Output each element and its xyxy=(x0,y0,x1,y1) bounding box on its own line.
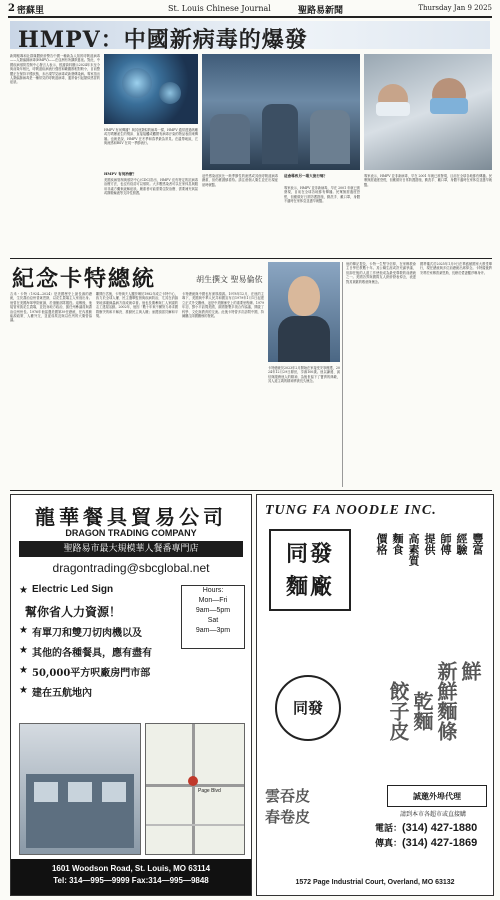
section-name: 密蘇里 xyxy=(17,6,45,16)
bullet-star-icon: ★ xyxy=(19,625,28,636)
ads-divider xyxy=(10,490,492,491)
noodle-vtext-6: 麵食 xyxy=(391,533,404,555)
bullet-star-icon: ★ xyxy=(19,645,28,656)
carter-column-rule xyxy=(342,262,343,487)
carter-byline: 胡生撰文 聖易倫依 xyxy=(196,275,263,284)
product-2: 新鮮麵條 xyxy=(434,661,458,741)
product-3: 乾麵 xyxy=(410,691,434,731)
noodle-vtext-3: 師傅 xyxy=(439,533,452,555)
bullet-star-icon: ★ xyxy=(19,585,28,596)
dragon-address: 1601 Woodson Road, St. Louis, MO 63114 xyxy=(51,864,211,873)
hmpv-column-4: 這些感染症狀比一般季節性的流感或其他呼吸道病毒嚴重，但仍應謹慎看待。請注意個人衛生並在出現症狀時就醫。 xyxy=(202,174,278,187)
carter-column-3: 卡特總統與中國也有深厚淵源。1978年12月，在他的主導下，美國與中華人民共和國宣布自1979年1月1日起建立正式外交關係，這是中美關係史上的重要里程碑。1979年初，鄧小平訪問美國，兩國簽署多項合作協議，開啟了科學、文化與教育的交流。此後卡特曾多次訪問中國，持續關注兩國關係的發展。 xyxy=(182,292,264,319)
noodle-welcome-2: 請到本市各超市或直接購 xyxy=(399,811,466,818)
logo-text-2: 同發 xyxy=(292,699,323,717)
page-header xyxy=(8,3,492,15)
header-rule xyxy=(8,16,492,18)
dragon-item-1: Electric Led Sign xyxy=(32,584,114,595)
issue-date: Thursday Jan 9 2025 xyxy=(418,4,492,12)
noodle-logo-square xyxy=(269,529,351,611)
dragon-item-3: 有單刀和雙刀切肉機以及 xyxy=(32,628,142,639)
noodle-logo-round xyxy=(275,675,341,741)
noodle-fax-label: 傳真： xyxy=(375,839,403,849)
paper-name-cn: 聖路易新聞 xyxy=(298,6,344,16)
dragon-address-bar xyxy=(11,859,251,895)
hmpv-column-2: HMPV 有何傳播？與其他類似的病毒一樣，HMPV 通常透過咳嗽或打噴嚏產生的飛沫、直接接觸或觸摸有病毒汙染的物品表面來傳播。也就是說，HMPV 在冬季和春季最為常見。在溫帶地區，它與流感和RSV 在同一季節流行。 xyxy=(104,128,198,146)
dragon-email[interactable]: dragontrading@sbcglobal.net xyxy=(52,561,210,575)
dragon-title-en: DRAGON TRADING COMPANY xyxy=(65,528,197,538)
map-road-label: Page Blvd xyxy=(198,788,221,794)
product-5: 雲吞皮 xyxy=(265,787,311,805)
dragon-hours-box xyxy=(181,585,245,649)
bullet-star-icon: ★ xyxy=(19,685,28,696)
hmpv-column-1: 新聞報導和社群媒體紛紛警告中國一種新為人知的呼吸道病毒——人類偏肺病毒(HMPV)——在亞洲有所擴散蔓延。對此，中國疾病預防控制中心發言人表示，根據資料顯示2024年末至今與前幾年相比，呼吸道疾病流行強度和範圍都相對較小，目前整體正在保持平穩狀態，未出現罕見病毒或新發傳染病。專家指出人類偏肺病毒是一種常見的呼吸道病毒，通常會引起類似感冒的症狀。 xyxy=(10,54,100,85)
dragon-item-6: 建在五航地內 xyxy=(32,688,92,699)
headline-hmpv-text: HMPV：中國新病毒的爆發 xyxy=(18,27,308,53)
noodle-phone[interactable]: (314) 427-1880 xyxy=(402,822,478,834)
headline-carter: 紀念卡特總統 xyxy=(12,266,157,292)
noodle-vtext-5: 高素質 xyxy=(407,533,420,566)
dragon-title-cn: 龍華餐具貿易公司 xyxy=(35,505,227,529)
article-divider xyxy=(10,258,492,259)
product-4: 餃子皮 xyxy=(386,681,410,741)
noodle-phone-row xyxy=(375,821,489,834)
dragon-store-photo xyxy=(19,723,141,855)
noodle-phone-label: 電話： xyxy=(375,824,403,834)
noodle-vtext-4: 提供 xyxy=(423,533,436,555)
noodle-vtext-7: 價格 xyxy=(375,533,388,555)
product-6: 春卷皮 xyxy=(265,808,311,826)
carter-column-1: 吉米・卡特（1924—2024）是美國歷史上最長壽的總統，生於喬治亞州普萊恩斯，以花生農場主人家庭出身。他曾在美國海軍學院就讀，於潛艇部隊服役。返鄉後，他接管家族花生農場，並投身地方政治，擔任州參議員與喬治亞州州長。1976年他當選美國第39任總統，任內推動能源政策、人權外交，並促成埃及與以色列的大衛營協議。 xyxy=(10,292,92,323)
ad-dragon-trading xyxy=(10,494,252,896)
hmpv-column-5: 專家表示，HMPV 並非新病毒，早在 2001 年就已被發現，目前在全球各地都有傳播。民眾無需過度恐慌，但應做好日常防護措施，勤洗手、戴口罩，身體不適時在家休息並盡早就醫。 xyxy=(284,186,360,204)
hmpv-subhead-pandemic: 這會導致另一場大流行嗎？ xyxy=(284,174,328,178)
dragon-item-list xyxy=(19,583,169,733)
dragon-item-5: 50,000平方呎廠房門市部 xyxy=(32,668,151,679)
map-pin-icon xyxy=(188,776,198,786)
hmpv-photo-virus xyxy=(104,54,198,124)
carter-column-6: 國葬儀式於2025年1月9日在華盛頓國家大教堂舉行，現任總統與多位前總統出席悼念。卡特隨後將安葬於家鄉普萊恩斯，長眠於愛妻羅莎琳身旁。 xyxy=(420,262,492,275)
noodle-address: 1572 Page Industrial Court, Overland, MO 63132 xyxy=(295,879,455,886)
hours-title: Hours: xyxy=(202,587,224,594)
dragon-phone: Tel: 314—995—9999 Fax:314—995—9848 xyxy=(53,876,209,885)
paper-name-en: St. Louis Chinese Journal xyxy=(168,4,271,13)
logo-text-1b: 麵廠 xyxy=(285,574,334,600)
noodle-fax: (314) 427-1869 xyxy=(402,837,478,849)
hmpv-photo-hospital xyxy=(202,54,360,170)
carter-photo xyxy=(268,262,340,362)
bullet-star-icon: ★ xyxy=(19,665,28,676)
logo-text-1: 同發 xyxy=(285,541,334,567)
hmpv-photo-masks xyxy=(364,54,492,170)
noodle-agent-box xyxy=(387,785,487,807)
dragon-item-4: 其他的各種餐具，應有盡有 xyxy=(32,648,152,659)
hours-days: Mon—Fri xyxy=(198,597,228,604)
hmpv-column-3: 美國疾病管制與預防中心(CDC)指出，HMPV 沒有特定的抗病毒治療方法，也沒有疫苗可以預防。大多數感染者可以在家休息與服用非處方藥來緩解症狀。嚴重者可能需要住院治療、需要補充氧氣或靜脈輸液等支持性照護。 xyxy=(104,178,198,196)
noodle-vertical-text xyxy=(367,533,485,643)
headline-hmpv xyxy=(10,21,490,53)
carter-column-4: 卡特總統於2023年2月開始在家接受安寧療護，2024年12月29日辭世，享壽100歲。他以謙遜、誠信與服務他人的精神，為後世留下了寶貴的典範，其人道主義的精神將被長久懷念。 xyxy=(268,366,340,384)
carter-column-2: 離開白宮後，卡特與夫人羅莎琳於1982年成立卡特中心，致力於全球人權、民主選舉監督與疾病防治，尤其在消滅麥地那龍線蟲病方面成就卓著。他也長期參與仁人家園的志工建屋活動。2002年，他因「數十年來不懈努力尋求國際衝突的和平解決、推動民主與人權」而獲頒諾貝爾和平獎。 xyxy=(96,292,178,319)
dragon-map xyxy=(145,723,245,855)
noodle-vtext-2: 經驗 xyxy=(455,533,468,555)
noodle-products xyxy=(357,661,485,781)
dragon-item-2: 幫你省人力資源！ xyxy=(25,605,122,619)
hours-sat-time: 9am—3pm xyxy=(195,627,231,634)
product-1: 鮮 xyxy=(458,661,482,681)
hours-sat: Sat xyxy=(207,617,219,624)
noodle-title: TUNG FA NOODLE INC. xyxy=(265,503,437,518)
noodle-vtext-1: 豐富 xyxy=(471,533,484,555)
carter-column-5: 他的傳記提及，卡特一生堅守信仰，在家鄉教會主日學任教數十年。其公職生涯或許充滿爭議，但卸任後的人道工作使他成為最受尊敬的前總統之一。美國各界與國際友人紛紛發表悼念，表達對其貢獻的敬意與懷念。 xyxy=(346,262,416,284)
hmpv-subhead-treatment: HMPV 有何治療？ xyxy=(104,172,137,176)
page-number: 2 xyxy=(8,3,15,14)
noodle-phone-block xyxy=(375,821,489,849)
noodle-products-left xyxy=(265,785,385,845)
noodle-fax-row xyxy=(375,836,489,849)
dragon-tagline: 聖路易市最大規模華人餐番專門店 xyxy=(19,541,243,557)
ad-tung-fa-noodle xyxy=(256,494,494,896)
hours-time: 9am—5pm xyxy=(195,607,231,614)
noodle-welcome: 誠邀外埠代理 xyxy=(413,791,461,801)
hmpv-column-6: 專家表示，HMPV 並非新病毒，早在 2001 年就已被發現，目前在全球各地都有傳播。民眾無需過度恐慌，但應做好日常防護措施，勤洗手、戴口罩，身體不適時在家休息並盡早就醫。 xyxy=(364,174,492,187)
